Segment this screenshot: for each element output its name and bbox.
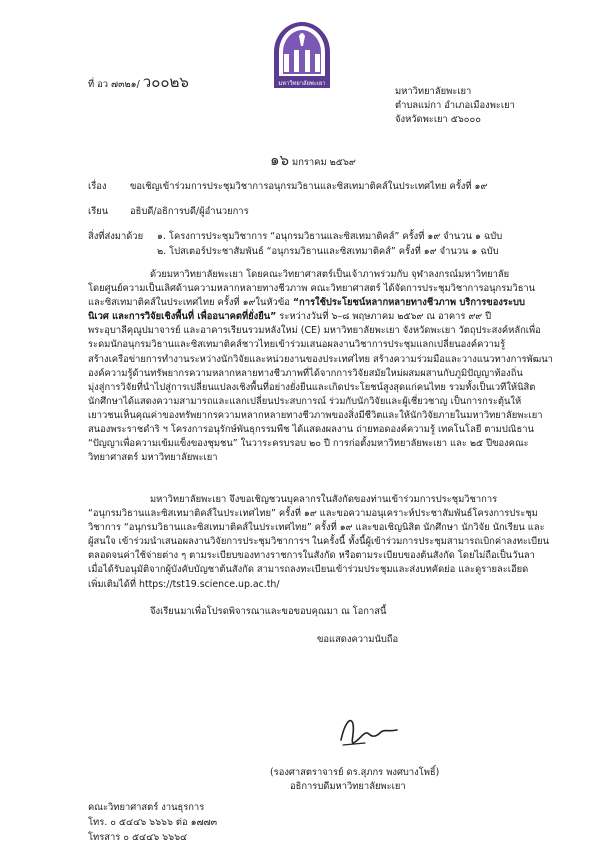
body-line: ระดมนักอนุกรมวิธานและซิสเทมาติคส์ชาวไทยเข้าร่วมเสนอผลงานวิชาการประชุมแลกเปลี่ยนองค์ความรู้ bbox=[88, 339, 506, 351]
svg-text:มหาวิทยาลัยพะเยา: มหาวิทยาลัยพะเยา bbox=[278, 81, 326, 87]
university-logo bbox=[266, 18, 338, 98]
document-number-prefix: ที่ อว ๗๓๒๑/ bbox=[88, 79, 140, 90]
enclosures-label: สิ่งที่ส่งมาด้วย bbox=[88, 231, 144, 242]
body-line: ด้วยมหาวิทยาลัยพะเยา โดยคณะวิทยาศาสตร์เป็นเจ้าภาพร่วมกับ จุฬาลงกรณ์มหาวิทยาลัย bbox=[150, 269, 510, 280]
signer-position: อธิการบดีมหาวิทยาลัยพะเยา bbox=[290, 781, 406, 792]
body-line bbox=[88, 310, 578, 324]
conference-theme: “การใช้ประโยชน์หลากหลายทางชีวภาพ บริการของระบบ bbox=[292, 297, 525, 309]
signer-name: (รองศาสตราจารย์ ดร.สุภกร พงศบางโพธิ์) bbox=[270, 767, 440, 778]
body-line: โดยศูนย์ความเป็นเลิศด้านความหลากหลายทางชีวภาพ คณะวิทยาศาสตร์ ได้จัดการประชุมวิชาการอนุกรมวิธาน bbox=[88, 283, 536, 295]
address-line-1: ตำบลแม่กา อำเภอเมืองพะเยา bbox=[395, 100, 515, 111]
body-line: วิชาการ “อนุกรมวิธานและซิสเทมาติคส์ในประเทศไทย” ครั้งที่ ๑๙ และขอเชิญนิสิต นักศึกษา นักวิจัย นักเรียน และ bbox=[88, 522, 545, 534]
footer-fax: โทรสาร ๐ ๕๔๔๖ ๖๖๖๔ bbox=[88, 832, 188, 843]
body-line: วิทยาศาสตร์ มหาวิทยาลัยพะเยา bbox=[88, 452, 218, 464]
body-line: “ปัญญาเพื่อความเข้มแข็งของชุมชน” ในวาระครบรอบ ๒๐ ปี การก่อตั้งมหาวิทยาลัยพะเยา และ ๒๕ ปีของคณะ bbox=[88, 438, 529, 450]
closing-paragraph: จึงเรียนมาเพื่อโปรดพิจารณาและขอขอบคุณมา ณ โอกาสนี้ bbox=[150, 606, 387, 617]
document-number-handwritten: ว๐๐๒๖ bbox=[142, 73, 189, 91]
body-line: เยาวชนเห็นคุณค่าของทรัพยากรความหลากหลายทางชีวภาพของสิ่งมีชีวิตและให้นักวิจัยภายในมหาวิทยาลัยพะเยา bbox=[88, 409, 543, 421]
body-line: องค์ความรู้ด้านทรัพยากรความหลากหลายทางชีวภาพที่ได้จากการวิจัยสมัยใหม่ผสมผสานกับภูมิปัญญาท้องถิ่น bbox=[88, 367, 523, 379]
footer-phone: โทร. ๐ ๕๔๔๖ ๖๖๖๖ ต่อ ๑๗๗๓ bbox=[88, 817, 218, 828]
footer-department: คณะวิทยาศาสตร์ งานธุรการ bbox=[88, 802, 205, 813]
signature-image bbox=[335, 712, 405, 752]
closing-regards: ขอแสดงความนับถือ bbox=[317, 634, 399, 645]
document-number bbox=[88, 73, 189, 91]
body-line: สนองพระราชดำริ ฯ โครงการอนุรักษ์พันธุกรรมพืช ได้แสดงผลงาน ถ่ายทอดองค์ความรู้ เทคโนโลยี ตามปณิธาน bbox=[88, 424, 534, 436]
body-line: นักศึกษาได้แสดงความสามารถและแลกเปลี่ยนประสบการณ์ ร่วมกับนักวิจัยและผู้เชี่ยวชาญ เป็นการกระตุ้นให้ bbox=[88, 395, 522, 407]
body-line: สร้างเครือข่ายการทำงานระหว่างนักวิจัยและหน่วยงานของประเทศไทย สร้างความร่วมมือและวางแนวทางการพัฒนา bbox=[88, 353, 553, 365]
body-line: “อนุกรมวิธานและซิสเทมาติคส์ในประเทศไทย” ครั้งที่ ๑๙ และขอความอนุเคราะห์ประชาสัมพันธ์โครงการประชุม bbox=[88, 508, 538, 520]
body-line: และซิสเทมาติคส์ในประเทศไทย ครั้งที่ ๑๙ในหัวข้อ “การใช้ประโยชน์หลากหลายทางชีวภาพ บริการของระบบ bbox=[88, 297, 525, 309]
org-name: มหาวิทยาลัยพะเยา bbox=[395, 86, 472, 97]
body-line: พระอุบาลีคุณูปมาจารย์ และอาคารเรียนรวมหลังใหม่ (CE) มหาวิทยาลัยพะเยา จังหวัดพะเยา วัตถุประสงค์หลักเพื่อ bbox=[88, 325, 541, 337]
conference-date: ระหว่างวันที่ ๖–๘ พฤษภาคม ๒๕๖๙ ณ อาคาร ๙๙ ปี bbox=[276, 311, 492, 323]
body-paragraph-2 bbox=[88, 493, 578, 592]
document-date bbox=[270, 151, 356, 169]
address-line-2: จังหวัดพะเยา ๕๖๐๐๐ bbox=[395, 114, 481, 125]
body-line: มุ่งสู่การวิจัยที่นำไปสู่การเปลี่ยนแปลงเชิงพื้นที่อย่างยั่งยืนและเกิดประโยชน์สูงสุดแก่คนไทย รวมทั้งเป็นเวทีให้นิสิต bbox=[88, 381, 536, 393]
subject-label: เรื่อง bbox=[88, 181, 107, 192]
date-month-year: มกราคม ๒๕๖๙ bbox=[292, 157, 356, 168]
body-paragraph-1 bbox=[88, 268, 578, 465]
enclosure-item-2: ๒. โปสเตอร์ประชาสัมพันธ์ “อนุกรมวิธานและซิสเทมาติคส์” ครั้งที่ ๑๙ จำนวน ๑ ฉบับ bbox=[157, 246, 499, 257]
body-line: ตลอดจนค่าใช้จ่ายต่าง ๆ ตามระเบียบของทางราชการในสังกัด หรือตามระเบียบของต้นสังกัด โดยไม่ถือเป็นวันลา bbox=[88, 550, 535, 562]
subject-text: ขอเชิญเข้าร่วมการประชุมวิชาการอนุกรมวิธานและซิสเทมาติคส์ในประเทศไทย ครั้งที่ ๑๙ bbox=[130, 181, 488, 192]
body-line: มหาวิทยาลัยพะเยา จึงขอเชิญชวนบุคลากรในสังกัดของท่านเข้าร่วมการประชุมวิชาการ bbox=[150, 494, 498, 505]
to-label: เรียน bbox=[88, 206, 109, 217]
body-line: เพิ่มเติมได้ที่ https://tst19.science.up.ac.th/ bbox=[88, 578, 280, 590]
body-line: ผู้สนใจ เข้าร่วมนำเสนอผลงานวิจัยการประชุมวิชาการฯ ในครั้งนี้ ทั้งนี้ผู้เข้าร่วมการประชุมสามารถเบิกค่าลงทะเบียน bbox=[88, 536, 549, 548]
to-text: อธิบดี/อธิการบดี/ผู้อำนวยการ bbox=[130, 206, 249, 217]
body-line: เมื่อได้รับอนุมัติจากผู้บังคับบัญชาต้นสังกัด สามารถลงทะเบียนเข้าร่วมประชุมและส่งบทคัดย่อ และดูรายละเอียด bbox=[88, 564, 529, 576]
date-day-handwritten: ๑๖ bbox=[270, 151, 290, 169]
enclosure-item-1: ๑. โครงการประชุมวิชาการ “อนุกรมวิธานและซิสเทมาติคส์” ครั้งที่ ๑๙ จำนวน ๑ ฉบับ bbox=[157, 231, 503, 242]
conference-theme-2: นิเวศ และการวิจัยเชิงพื้นที่ เพื่ออนาคตที่ยั่งยืน” bbox=[88, 311, 277, 323]
